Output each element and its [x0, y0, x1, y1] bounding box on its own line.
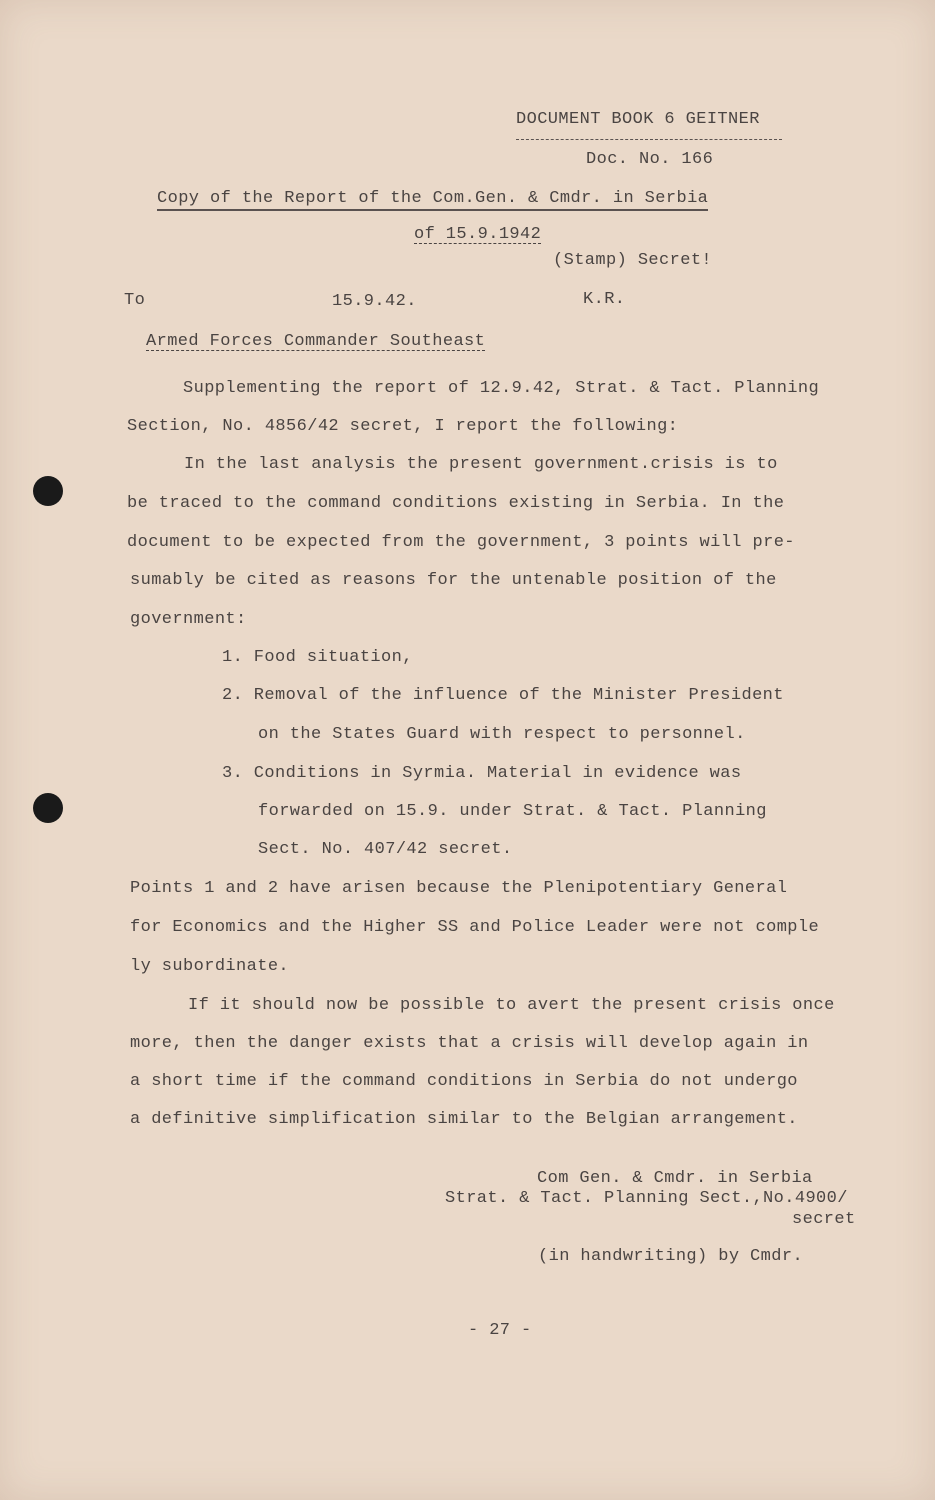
body-line: be traced to the command conditions existing in Serbia. In the — [127, 494, 785, 513]
body-line: Section, No. 4856/42 secret, I report the following: — [127, 417, 679, 436]
header-divider — [516, 139, 782, 140]
list-item-1: 1. Food situation, — [222, 648, 413, 667]
to-label: To — [124, 291, 146, 310]
signature-classification: secret — [792, 1210, 856, 1229]
list-item-2-cont: on the States Guard with respect to personnel. — [258, 725, 746, 744]
body-line: document to be expected from the government, 3 points will pre- — [127, 533, 795, 552]
body-line: In the last analysis the present government.crisis is to — [184, 455, 778, 474]
body-line: ly subordinate. — [130, 957, 290, 976]
list-item-3: 3. Conditions in Syrmia. Material in evidence was — [222, 764, 742, 783]
body-line: government: — [130, 610, 247, 629]
letter-date: 15.9.42. — [332, 292, 417, 311]
document-book-label: DOCUMENT BOOK 6 GEITNER — [516, 110, 760, 129]
report-title-line1: Copy of the Report of the Com.Gen. & Cmdr. in Serbia — [157, 190, 708, 211]
body-line: a definitive simplification similar to the Belgian arrangement. — [130, 1110, 798, 1129]
list-item-2: 2. Removal of the influence of the Minister President — [222, 686, 784, 705]
punch-hole-bottom — [33, 793, 63, 823]
punch-hole-top — [33, 476, 63, 506]
list-item-3-cont: Sect. No. 407/42 secret. — [258, 840, 513, 859]
signature-title: Com Gen. & Cmdr. in Serbia — [537, 1169, 813, 1188]
stamp-secret: (Stamp) Secret! — [553, 251, 713, 270]
body-line: Points 1 and 2 have arisen because the Plenipotentiary General — [130, 879, 788, 898]
body-line: Supplementing the report of 12.9.42, Strat. & Tact. Planning — [183, 379, 820, 398]
body-line: sumably be cited as reasons for the untenable position of the — [130, 571, 777, 590]
signature-handwriting-note: (in handwriting) by Cmdr. — [538, 1247, 804, 1266]
signature-reference: Strat. & Tact. Planning Sect.,No.4900/ — [445, 1189, 848, 1208]
recipient: Armed Forces Commander Southeast — [146, 332, 486, 351]
page-number: - 27 - — [468, 1321, 532, 1340]
body-line: for Economics and the Higher SS and Police Leader were not comple — [130, 918, 820, 937]
body-line: If it should now be possible to avert the present crisis once — [188, 996, 835, 1015]
list-item-3-cont: forwarded on 15.9. under Strat. & Tact. Planning — [258, 802, 767, 821]
kr-reference: K.R. — [583, 290, 626, 309]
body-line: more, then the danger exists that a crisis will develop again in — [130, 1034, 809, 1053]
report-title-line2: of 15.9.1942 — [414, 225, 542, 244]
doc-number: Doc. No. 166 — [586, 150, 714, 169]
body-line: a short time if the command conditions in Serbia do not undergo — [130, 1072, 798, 1091]
